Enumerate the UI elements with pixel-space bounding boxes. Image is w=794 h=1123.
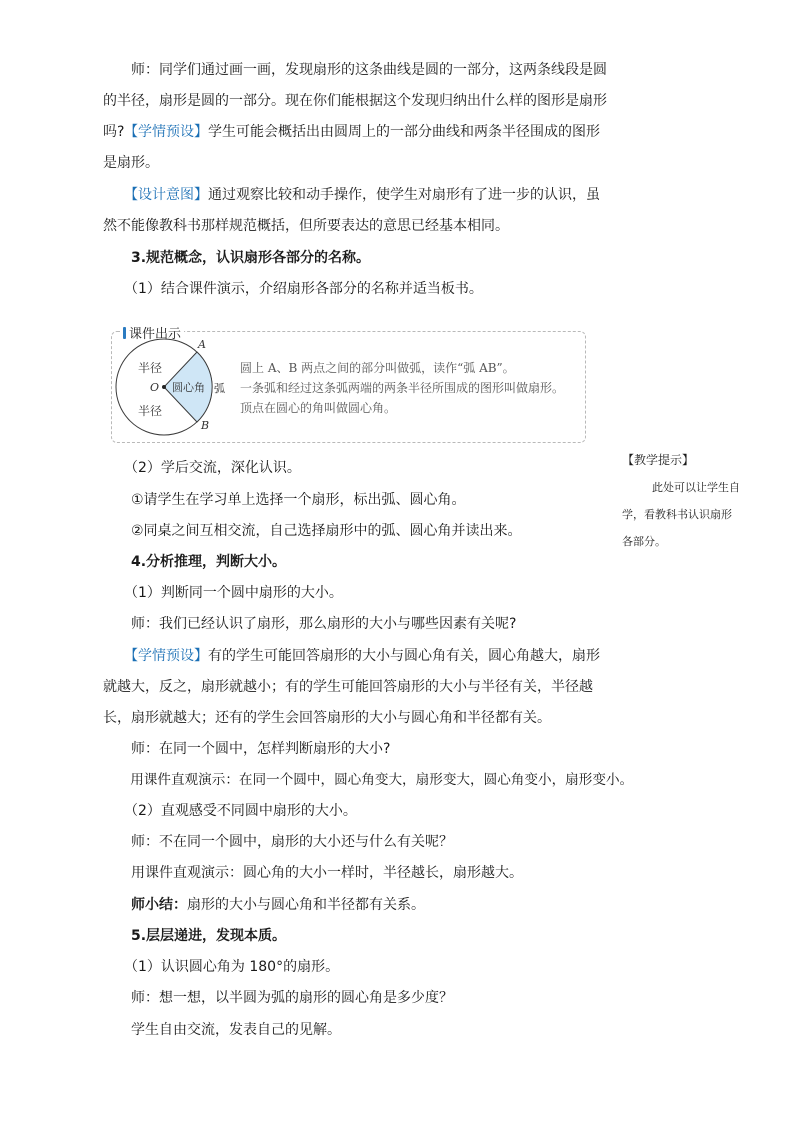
paragraph-text: （1）结合课件演示，介绍扇形各部分的名称并适当板书。 xyxy=(131,281,483,297)
sector-diagram xyxy=(112,332,232,442)
paragraph-step-different-circles xyxy=(103,796,609,827)
center-point xyxy=(162,385,166,389)
paragraph-student-prediction-2 xyxy=(103,641,609,734)
paragraph-teacher-summary xyxy=(103,890,609,921)
heading-text: 4.分析推理，判断大小。 xyxy=(131,554,287,570)
label-radius-top: 半径 xyxy=(138,361,163,375)
paragraph-text: 用课件直观演示：在同一个圆中，圆心角变大，扇形变大，圆心角变小，扇形变小。 xyxy=(130,772,634,788)
paragraph-text: （2）直观感受不同圆中扇形的大小。 xyxy=(131,803,357,819)
paragraph-student-exchange xyxy=(103,1015,609,1046)
section-heading-4 xyxy=(103,547,609,578)
tag-design-intent: 【设计意图】 xyxy=(131,187,208,203)
label-central-angle: 圆心角 xyxy=(172,381,205,394)
tag-student-prediction: 【学情预设】 xyxy=(131,124,208,140)
paragraph-text: ②同桌之间互相交流，自己选择扇形中的弧、圆心角并读出来。 xyxy=(131,523,522,539)
paragraph-teacher-question-1 xyxy=(103,609,609,640)
paragraph-text: （1）认识圆心角为 180°的扇形。 xyxy=(131,959,340,975)
paragraph-text: 扇形的大小与圆心角和半径都有关系。 xyxy=(187,897,425,913)
courseware-line-1: 圆上 A、B 两点之间的部分叫做弧，读作“弧 AB”。 xyxy=(240,361,515,375)
courseware-text xyxy=(240,358,564,418)
label-point-b: B xyxy=(201,419,210,432)
paragraph-step-180 xyxy=(103,952,609,983)
courseware-line-3: 顶点在圆心的角叫做圆心角。 xyxy=(240,401,397,415)
paragraph-teacher-question-2 xyxy=(103,734,609,765)
paragraph-design-intent xyxy=(103,180,609,242)
paragraph-demo-2 xyxy=(103,858,609,889)
paragraph-student-prediction-1 xyxy=(103,117,609,179)
label-arc: 弧 xyxy=(214,382,225,395)
paragraph-step-1 xyxy=(103,274,609,305)
paragraph-text: （1）判断同一个圆中扇形的大小。 xyxy=(131,585,343,601)
courseware-box xyxy=(111,327,586,443)
tag-student-prediction: 【学情预设】 xyxy=(131,648,208,664)
paragraph-item-1 xyxy=(103,485,609,516)
paragraph-judge-same-circle xyxy=(103,578,609,609)
paragraph-text: 用课件直观演示：圆心角的大小一样时，半径越长，扇形越大。 xyxy=(131,865,523,881)
paragraph-text: 有的学生可能回答扇形的大小与圆心角有关，圆心角越大，扇形就越大，反之，扇形就越小；有的学生可能回答扇形的大小与半径有关，半径越长，扇形就越大；还有的学生会回答扇形的大小与圆心角和半径都有关。 xyxy=(103,648,600,726)
heading-text: 3.规范概念，认识扇形各部分的名称。 xyxy=(131,250,371,266)
label-point-a: A xyxy=(198,338,206,351)
paragraph-teacher-question-4 xyxy=(103,983,609,1014)
paragraph-text: 师：不在同一个圆中，扇形的大小还与什么有关呢？ xyxy=(131,834,453,850)
paragraph-demo-1 xyxy=(103,765,634,796)
label-radius-bottom: 半径 xyxy=(138,404,163,418)
paragraph-text: ①请学生在学习单上选择一个扇形，标出弧、圆心角。 xyxy=(131,492,466,508)
sidebar-tip-tag: 【教学提示】 xyxy=(622,453,695,467)
section-heading-5 xyxy=(103,921,609,952)
sidebar-tip-text xyxy=(622,474,742,555)
paragraph-text: 学生可能会概括出由圆周上的一部分曲线和两条半径围成的图形是扇形。 xyxy=(103,124,600,171)
paragraph-text: 通过观察比较和动手操作，使学生对扇形有了进一步的认识，虽然不能像教科书那样规范概括，但所要表达的意思已经基本相同。 xyxy=(103,187,600,234)
label-center-o: O xyxy=(150,381,160,394)
paragraph-text: （2）学后交流，深化认识。 xyxy=(131,460,301,476)
paragraph-step-2 xyxy=(103,453,609,484)
paragraph-text: 师：想一想，以半圆为弧的扇形的圆心角是多少度？ xyxy=(131,990,453,1006)
sidebar-tip-content: 此处可以让学生自学，看教科书认识扇形各部分。 xyxy=(622,481,740,548)
courseware-line-2: 一条弧和经过这条弧两端的两条半径所围成的图形叫做扇形。 xyxy=(240,381,565,395)
summary-label: 师小结： xyxy=(131,897,187,913)
paragraph-text: 师：我们已经认识了扇形，那么扇形的大小与哪些因素有关呢? xyxy=(131,616,517,632)
courseware-title-text: 课件出示 xyxy=(129,327,182,342)
section-heading-3 xyxy=(103,243,609,274)
paragraph-text: 师：在同一个圆中，怎样判断扇形的大小? xyxy=(131,741,391,757)
heading-text: 5.层层递进，发现本质。 xyxy=(131,928,287,944)
paragraph-teacher-1: 师：同学们通过画一画，发现扇形的这条曲线是圆的一部分，这两条线段是圆的半径，扇形是圆的一部分。现在你们能根据这个发现归纳出什么样的图形是扇形吗? xyxy=(103,62,607,140)
paragraph-text: 学生自由交流，发表自己的见解。 xyxy=(131,1022,341,1038)
paragraph-item-2 xyxy=(103,516,609,547)
paragraph-teacher-question-3 xyxy=(103,827,609,858)
